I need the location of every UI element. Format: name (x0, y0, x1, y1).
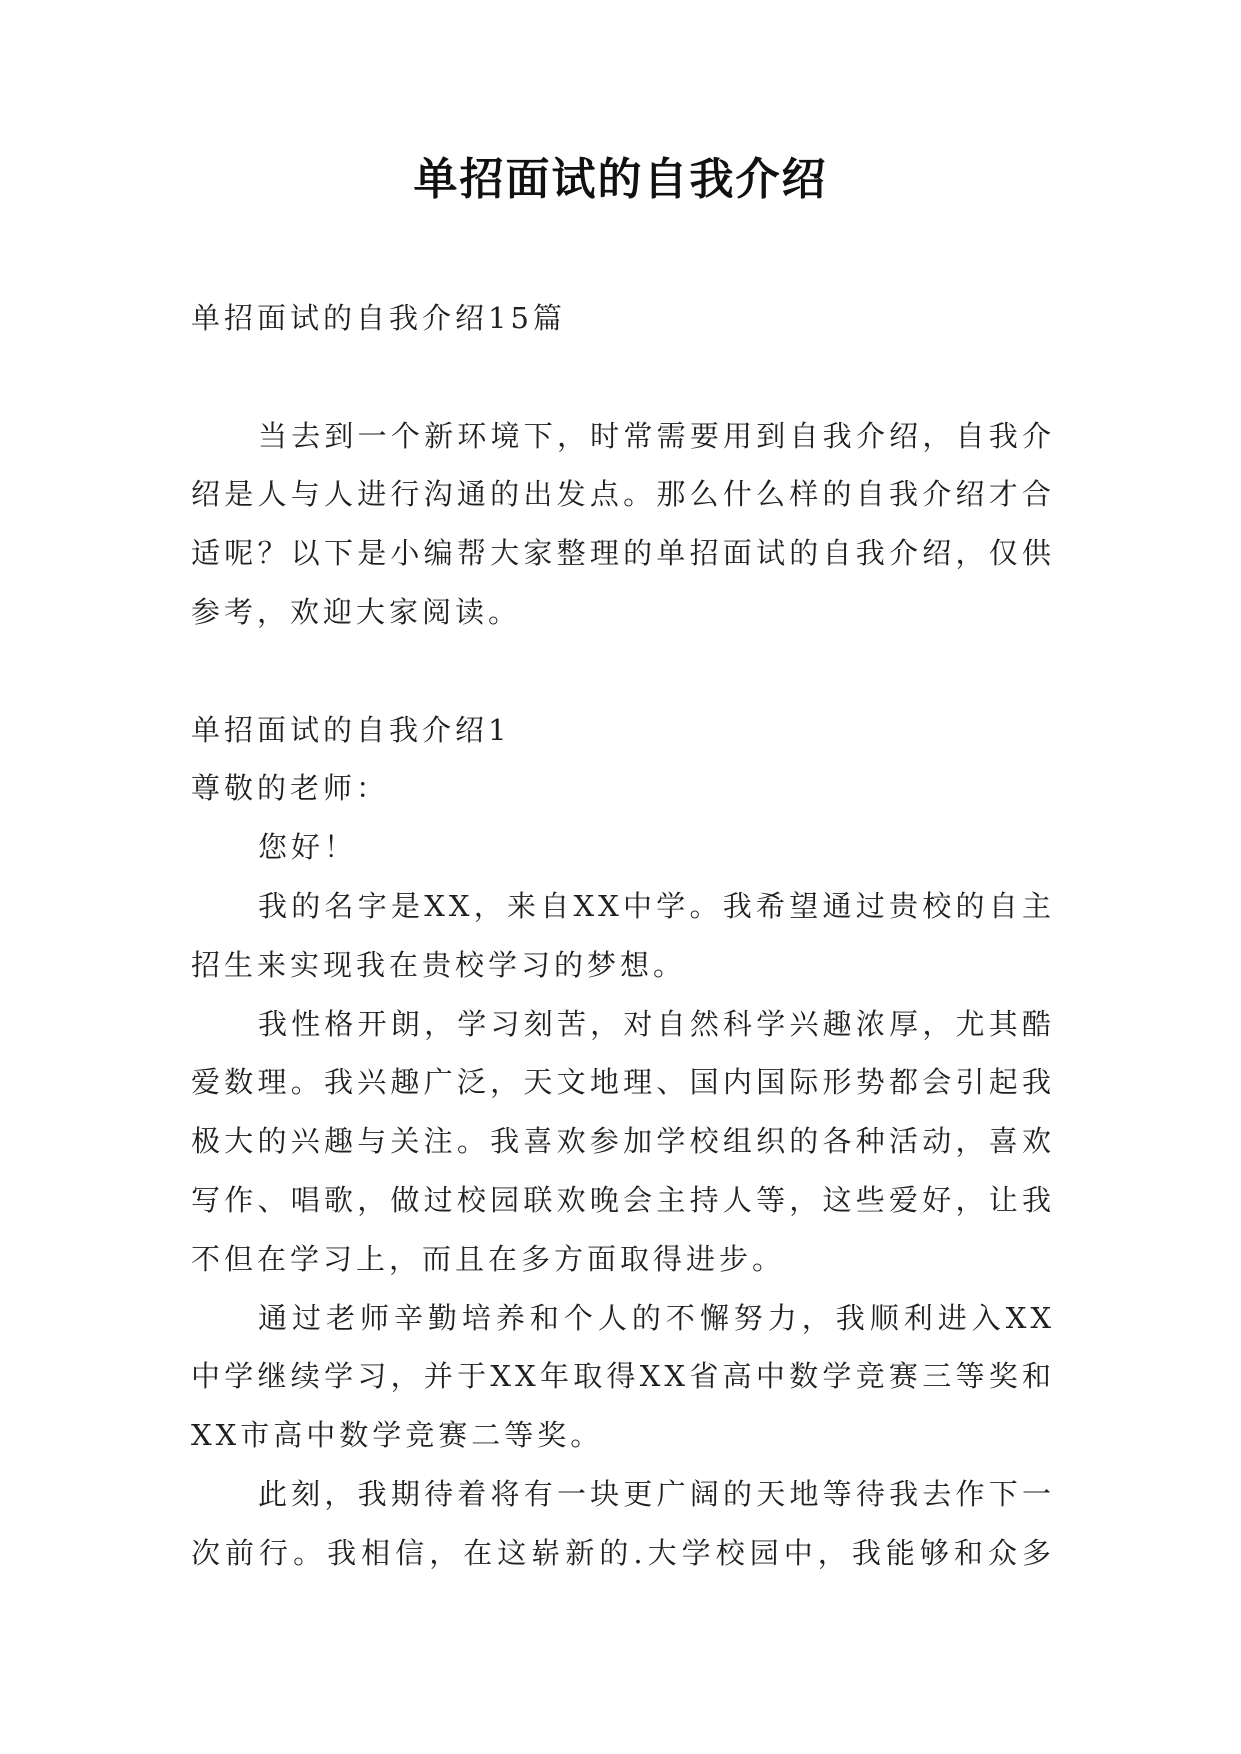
paragraph-line: 爱数理。我兴趣广泛，天文地理、国内国际形势都会引起我 (191, 1065, 1055, 1100)
body-paragraph (191, 995, 1055, 1289)
paragraph-line: 参考，欢迎大家阅读。 (191, 594, 522, 629)
salutation: 尊敬的老师： (191, 771, 390, 806)
blank-line (191, 642, 1055, 701)
paragraph-line: 此刻，我期待着将有一块更广阔的天地等待我去作下一 (258, 1476, 1055, 1511)
paragraph-line: 我性格开朗，学习刻苦，对自然科学兴趣浓厚，尤其酷 (258, 1006, 1055, 1041)
paragraph-line: 通过老师辛勤培养和个人的不懈努力，我顺利进入XX (258, 1300, 1055, 1335)
paragraph-line: XX市高中数学竞赛二等奖。 (191, 1418, 604, 1453)
paragraph-line: 写作、唱歌，做过校园联欢晚会主持人等，这些爱好，让我 (191, 1182, 1055, 1217)
blank-line (191, 348, 1055, 407)
section-1 (191, 701, 1055, 1583)
document-subtitle: 单招面试的自我介绍15篇 (191, 301, 566, 335)
section-heading: 单招面试的自我介绍1 (191, 712, 511, 747)
document-body (191, 289, 1055, 1583)
paragraph-line: 极大的兴趣与关注。我喜欢参加学校组织的各种活动，喜欢 (191, 1124, 1055, 1159)
document-title: 单招面试的自我介绍 (413, 154, 828, 205)
body-paragraph (191, 1465, 1055, 1583)
paragraph-line: 不但在学习上，而且在多方面取得进步。 (191, 1241, 786, 1276)
body-paragraph (191, 877, 1055, 995)
paragraph-line: 次前行。我相信，在这崭新的.大学校园中，我能够和众多 (191, 1535, 1055, 1570)
paragraph-line: 当去到一个新环境下，时常需要用到自我介绍，自我介 (258, 418, 1055, 453)
paragraph-line: 招生来实现我在贵校学习的梦想。 (191, 947, 687, 982)
body-paragraph (191, 1289, 1055, 1465)
paragraph-line: 适呢？以下是小编帮大家整理的单招面试的自我介绍，仅供 (191, 536, 1055, 571)
paragraph-line: 我的名字是XX，来自XX中学。我希望通过贵校的自主 (258, 888, 1055, 923)
paragraph-line: 绍是人与人进行沟通的出发点。那么什么样的自我介绍才合 (191, 477, 1055, 512)
paragraph-line: 中学继续学习，并于XX年取得XX省高中数学竞赛三等奖和 (191, 1359, 1055, 1394)
greeting: 您好！ (258, 830, 358, 865)
intro-paragraph (191, 407, 1055, 642)
